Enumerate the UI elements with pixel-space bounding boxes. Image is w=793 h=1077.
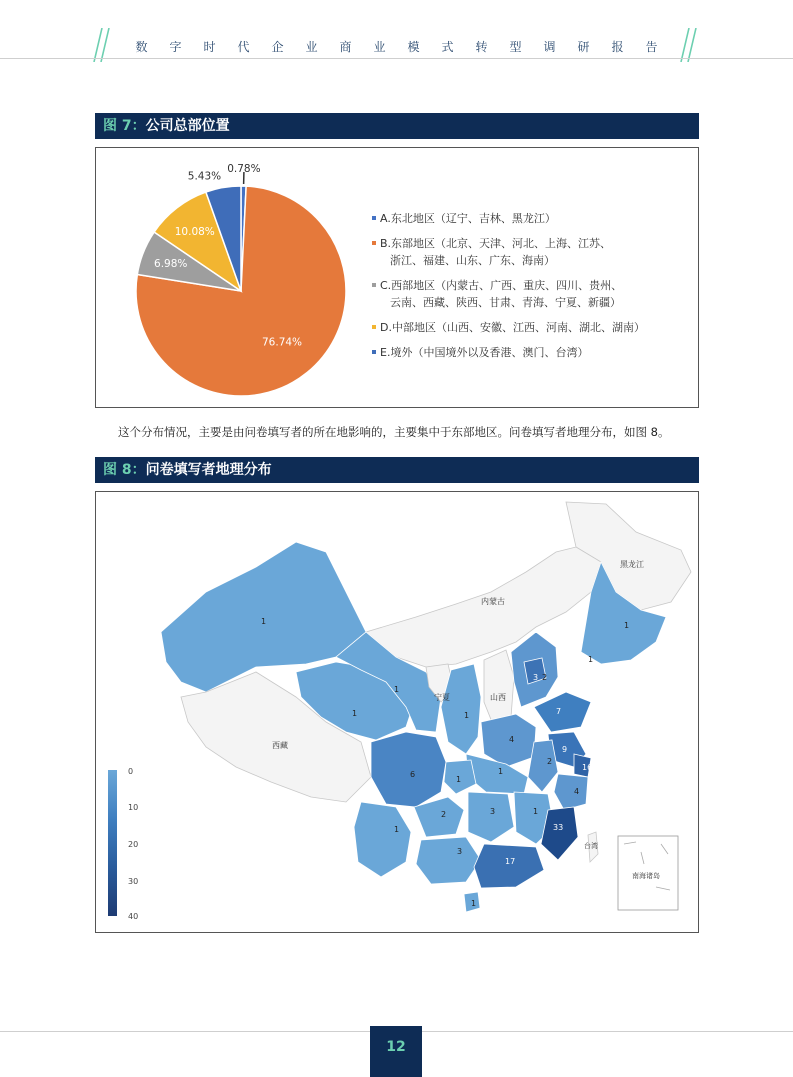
map-region-inner-mongolia (366, 547, 601, 667)
map-value: 4 (509, 735, 515, 744)
figure-7-title: 公司总部位置 (145, 118, 230, 134)
region-name-shanxi: 山西 (490, 693, 506, 702)
legend-item (372, 319, 692, 336)
map-value: 3 (490, 807, 496, 816)
region-name-inner-mongolia: 内蒙古 (481, 597, 505, 606)
scale-tick: 0 (128, 767, 134, 776)
legend-text: A.东北地区（辽宁、吉林、黑龙江） (380, 212, 556, 225)
pie-data-label: 5.43% (187, 170, 222, 183)
figure-7-title-bar (95, 113, 699, 139)
map-value: 1 (456, 775, 462, 784)
header-divider (0, 58, 793, 59)
map-value: 33 (553, 823, 564, 832)
map-region-yunnan (354, 802, 411, 877)
legend-swatch (372, 241, 376, 245)
china-map (96, 492, 698, 932)
legend-text: E.境外（中国境外以及香港、澳门、台湾） (380, 346, 589, 359)
legend-text: B.东部地区（北京、天津、河北、上海、江苏、 (380, 237, 612, 250)
legend-text-cont: 浙江、福建、山东、广东、海南） (390, 254, 555, 267)
map-value: 17 (505, 857, 516, 866)
legend-swatch (372, 216, 376, 220)
header-slash-right-icon (679, 28, 699, 62)
body-paragraph: 这个分布情况，主要是由问卷填写者的所在地影响的，主要集中于东部地区。问卷填写者地理分布，如图 8。 (118, 425, 670, 439)
map-color-scale (108, 767, 148, 921)
map-value: 1 (394, 825, 400, 834)
page-header (0, 0, 793, 62)
legend-text: D.中部地区（山西、安徽、江西、河南、湖北、湖南） (380, 321, 645, 334)
region-name-heilongjiang: 黑龙江 (620, 560, 644, 569)
map-value: 1 (352, 709, 358, 718)
figure-8-title: 问卷填写者地理分布 (145, 462, 272, 478)
pie-data-label: 0.78% (227, 163, 261, 176)
region-name-nanhai: 南海诸岛 (632, 872, 660, 880)
figure-7-frame (95, 147, 699, 408)
map-region-guangxi (416, 837, 481, 884)
legend-text-cont: 云南、西藏、陕西、甘肃、青海、宁夏、新疆） (390, 296, 621, 309)
map-value: 1 (471, 899, 477, 908)
map-value: 7 (556, 707, 562, 716)
scale-tick: 20 (128, 840, 139, 849)
map-value: 3 (533, 673, 539, 682)
pie-data-label: 6.98% (154, 258, 188, 271)
map-value: 1 (624, 621, 630, 630)
page-number: 12 (370, 1026, 422, 1077)
pie-chart (96, 148, 376, 407)
pie-data-label: 76.74% (262, 336, 303, 349)
map-value: 1 (261, 617, 267, 626)
map-value: 4 (574, 787, 580, 796)
legend-item (372, 235, 692, 269)
legend-swatch (372, 350, 376, 354)
figure-8-frame (95, 491, 699, 933)
figure-8-title-bar (95, 457, 699, 483)
legend-item (372, 277, 692, 311)
scale-tick: 40 (128, 912, 139, 921)
legend-text: C.西部地区（内蒙古、广西、重庆、四川、贵州、 (380, 279, 623, 292)
legend-item (372, 344, 692, 361)
color-scale-bar (108, 770, 117, 916)
map-value: 2 (542, 673, 548, 682)
legend-swatch (372, 325, 376, 329)
map-value: 1 (588, 655, 594, 664)
scale-tick: 10 (128, 803, 139, 812)
map-value: 3 (457, 847, 463, 856)
map-value: 16 (582, 763, 593, 772)
map-region-zhejiang (554, 774, 588, 810)
pie-data-label: 10.08% (174, 226, 215, 239)
figure-8-label: 图 8： (103, 462, 146, 478)
map-region-sichuan (371, 732, 446, 807)
map-region-guangdong (474, 844, 544, 888)
map-value: 9 (562, 745, 568, 754)
map-value: 1 (533, 807, 539, 816)
pie-legend (372, 210, 692, 369)
map-region-hunan (468, 792, 514, 842)
region-name-taiwan: 台湾 (584, 842, 598, 850)
figure-7-label: 图 7： (103, 118, 146, 134)
report-title: 数字时代企业商业模式转型调研报告 (135, 40, 680, 54)
region-name-ningxia: 宁夏 (434, 693, 450, 702)
map-value: 1 (464, 711, 470, 720)
map-value: 1 (498, 767, 504, 776)
map-value: 2 (441, 810, 447, 819)
legend-item (372, 210, 692, 227)
map-value: 6 (410, 770, 416, 779)
map-value: 1 (394, 685, 400, 694)
legend-swatch (372, 283, 376, 287)
region-name-tibet: 西藏 (272, 741, 288, 750)
scale-tick: 30 (128, 877, 139, 886)
map-value: 2 (547, 757, 553, 766)
